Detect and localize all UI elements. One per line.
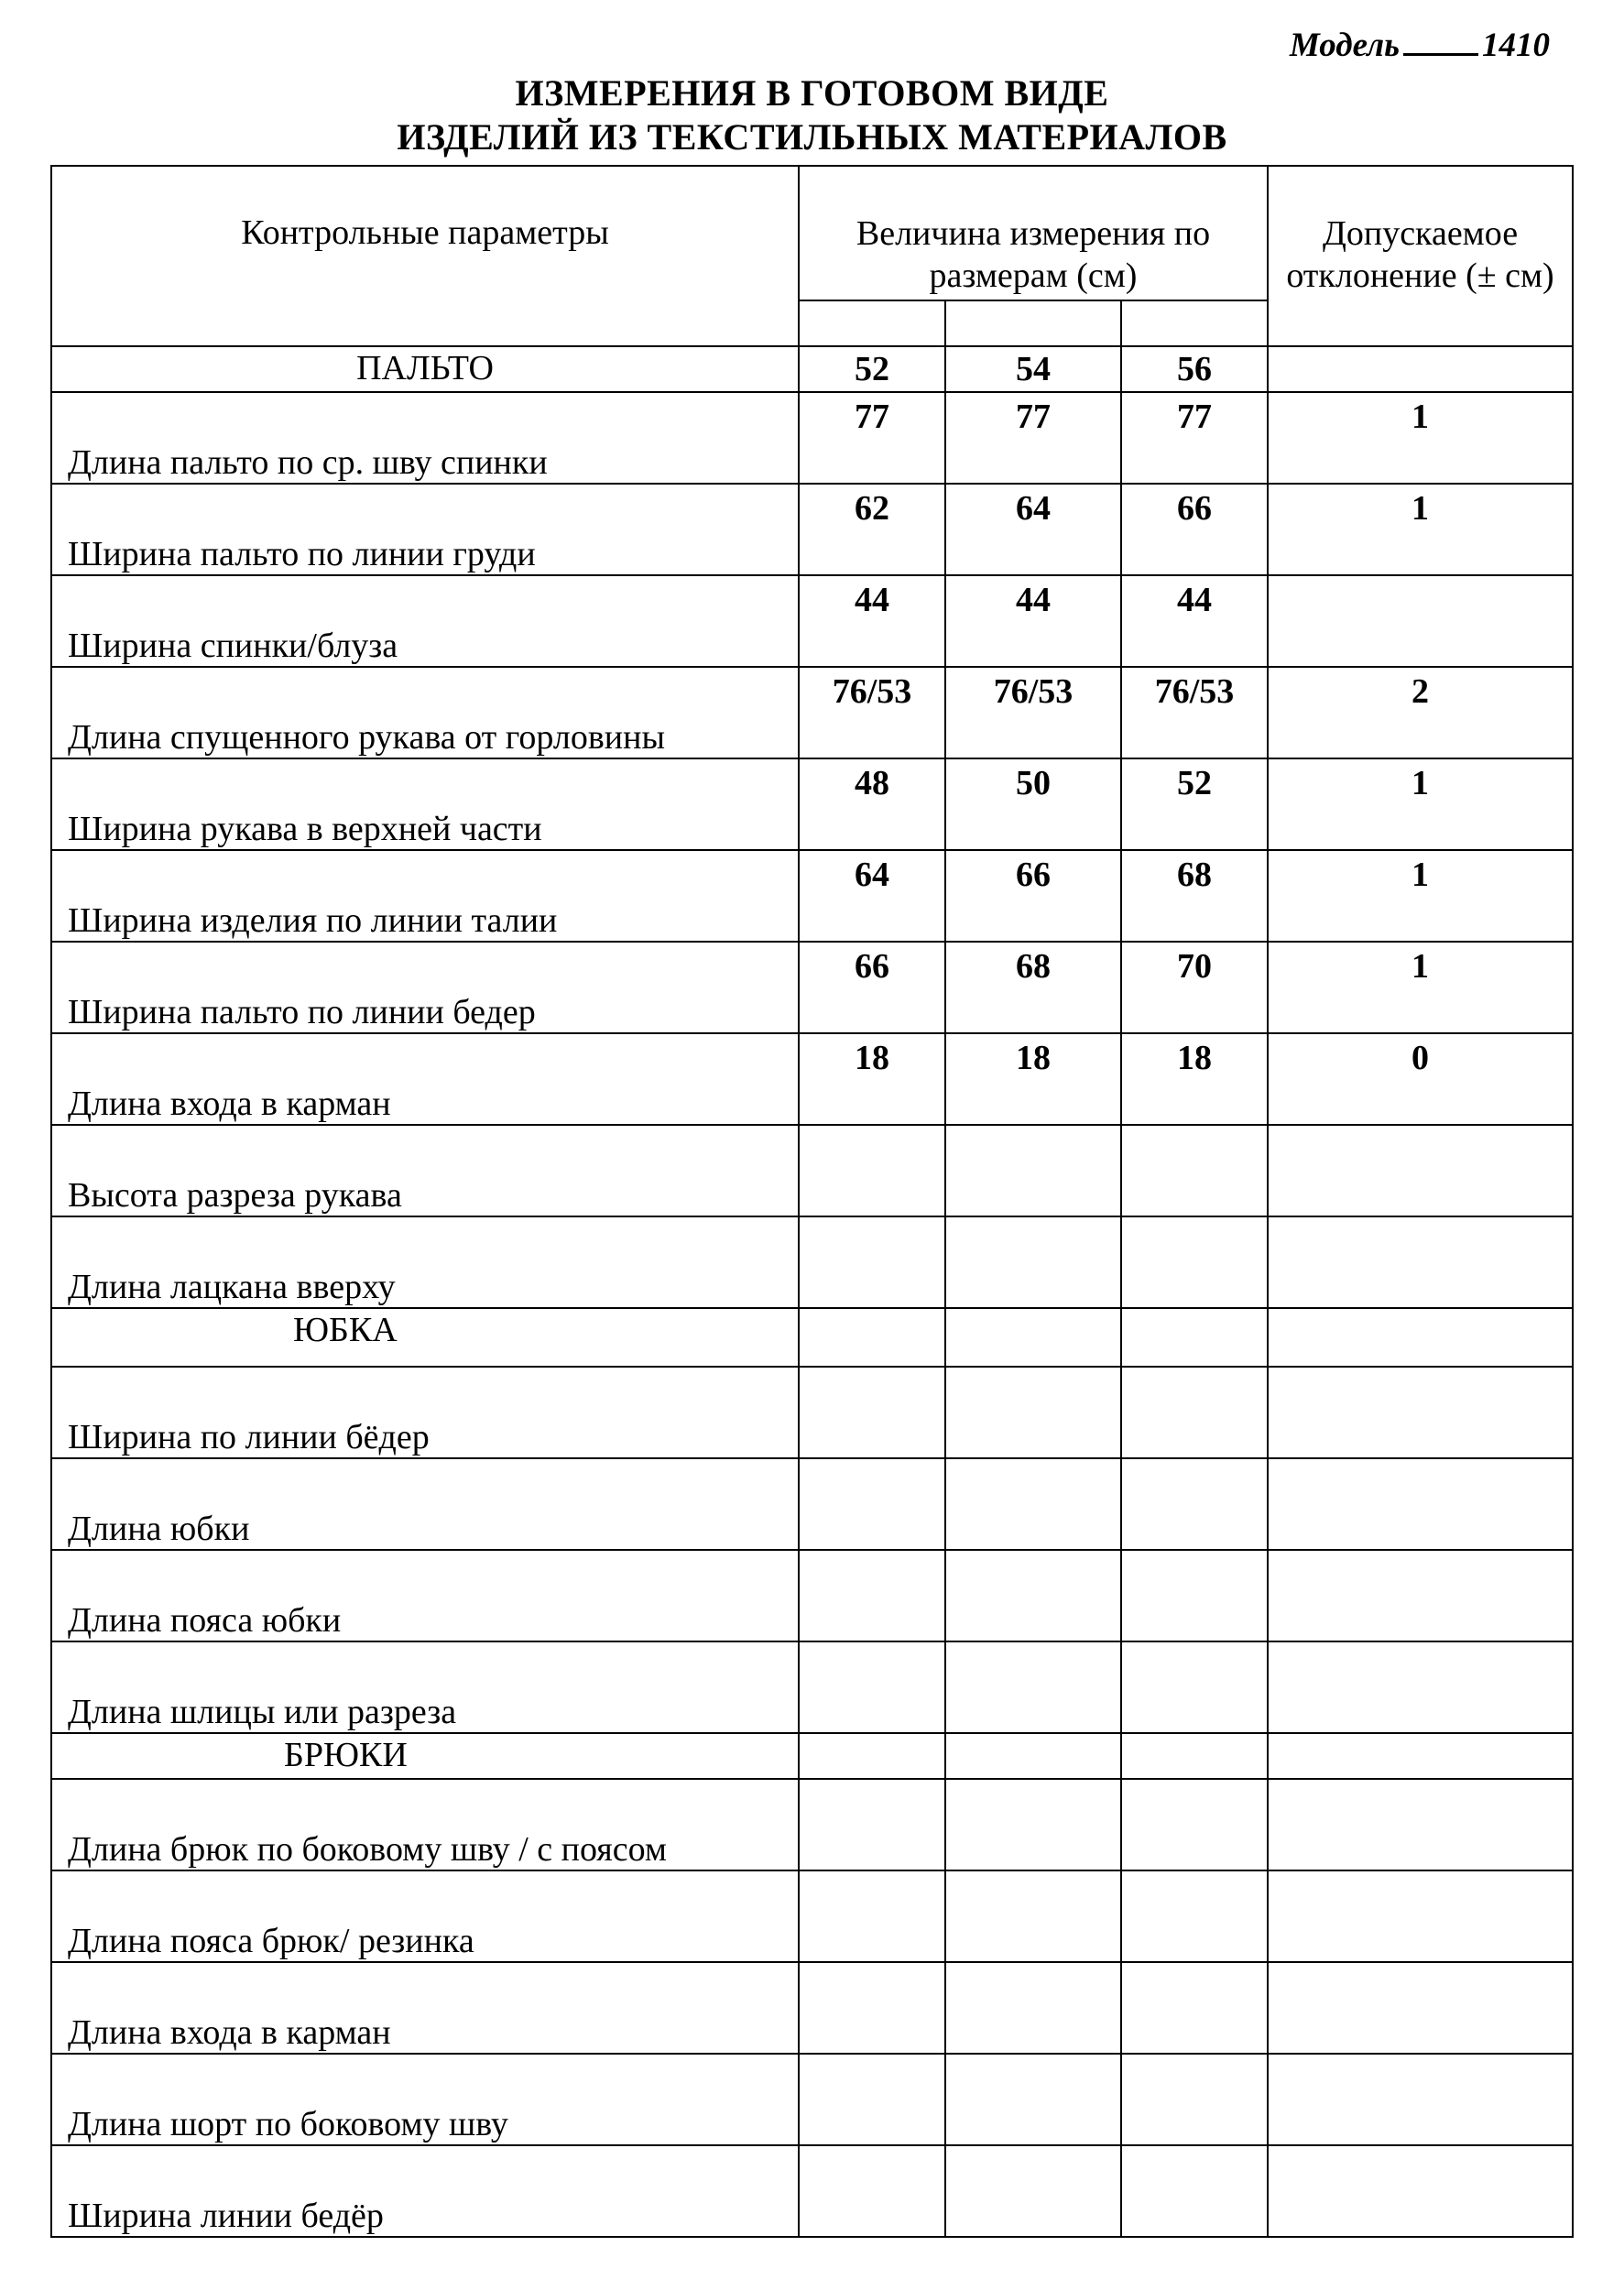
size-value-2 <box>945 1216 1121 1308</box>
tolerance-value: 1 <box>1268 850 1573 942</box>
table-row <box>51 1125 1573 1216</box>
size-value-3: 76/53 <box>1121 667 1268 758</box>
header-tolerance: Допускаемое отклонение (± см) <box>1268 166 1573 346</box>
parameter-label: Ширина изделия по линии талии <box>51 850 799 942</box>
tolerance-value <box>1268 2054 1573 2145</box>
table-row <box>51 1216 1573 1308</box>
size-value-1: 66 <box>799 942 945 1033</box>
table-row <box>51 667 1573 758</box>
parameter-label: Длина спущенного рукава от горловины <box>51 667 799 758</box>
table-row <box>51 1458 1573 1550</box>
parameter-label: Длина пояса юбки <box>51 1550 799 1641</box>
size-value-3: 70 <box>1121 942 1268 1033</box>
size-value-2 <box>945 1779 1121 1870</box>
size-value-1: 62 <box>799 484 945 575</box>
table-row <box>51 2054 1573 2145</box>
tolerance-value <box>1268 1962 1573 2054</box>
table-row <box>51 484 1573 575</box>
tolerance-value <box>1268 1216 1573 1308</box>
document-title-line1: ИЗМЕРЕНИЯ В ГОТОВОМ ВИДЕ <box>515 72 1109 114</box>
size-value-3 <box>1121 1216 1268 1308</box>
header-size-blank-3 <box>1121 300 1268 346</box>
section-skirt: ЮБКА <box>51 1308 799 1367</box>
measurement-table <box>50 165 1574 2238</box>
header-size-values: Величина измерения по размерам (см) <box>799 166 1268 300</box>
size-value-3: 18 <box>1121 1033 1268 1125</box>
table-row <box>51 2145 1573 2237</box>
table-row <box>51 575 1573 667</box>
header-size-blank-1 <box>799 300 945 346</box>
empty-cell <box>1121 1733 1268 1779</box>
size-value-3 <box>1121 1458 1268 1550</box>
size-value-2: 66 <box>945 850 1121 942</box>
empty-cell <box>945 1733 1121 1779</box>
size-value-1 <box>799 1641 945 1733</box>
header-control-parameters: Контрольные параметры <box>51 166 799 346</box>
size-value-3 <box>1121 1641 1268 1733</box>
tolerance-value <box>1268 1779 1573 1870</box>
size-value-2: 64 <box>945 484 1121 575</box>
size-value-3 <box>1121 1779 1268 1870</box>
parameter-label: Длина входа в карман <box>51 1962 799 2054</box>
size-value-1 <box>799 1216 945 1308</box>
size-value-2: 44 <box>945 575 1121 667</box>
size-52: 52 <box>799 346 945 392</box>
tolerance-value <box>1268 1458 1573 1550</box>
size-value-1: 48 <box>799 758 945 850</box>
tolerance-value <box>1268 2145 1573 2237</box>
size-value-1: 64 <box>799 850 945 942</box>
tolerance-value: 2 <box>1268 667 1573 758</box>
tolerance-value: 1 <box>1268 392 1573 484</box>
table-row <box>51 1550 1573 1641</box>
empty-cell <box>799 1308 945 1367</box>
model-label: Модель <box>1289 27 1400 64</box>
parameter-label: Длина брюк по боковому шву / с поясом <box>51 1779 799 1870</box>
size-value-1 <box>799 1550 945 1641</box>
parameter-label: Ширина пальто по линии бедер <box>51 942 799 1033</box>
tolerance-value <box>1268 1550 1573 1641</box>
size-value-2 <box>945 2054 1121 2145</box>
table-row <box>51 942 1573 1033</box>
size-value-3: 44 <box>1121 575 1268 667</box>
parameter-label: Высота разреза рукава <box>51 1125 799 1216</box>
empty-cell <box>945 1308 1121 1367</box>
model-underline <box>1403 26 1478 56</box>
tolerance-value <box>1268 1125 1573 1216</box>
size-value-3 <box>1121 1125 1268 1216</box>
size-value-2 <box>945 1962 1121 2054</box>
size-value-1 <box>799 1779 945 1870</box>
section-row <box>51 1308 1573 1367</box>
document-title-line2: ИЗДЕЛИЙ ИЗ ТЕКСТИЛЬНЫХ МАТЕРИАЛОВ <box>397 116 1227 158</box>
tolerance-value <box>1268 575 1573 667</box>
tolerance-value <box>1268 1367 1573 1458</box>
model-number <box>1290 26 1550 65</box>
table-row <box>51 1870 1573 1962</box>
size-value-2 <box>945 1458 1121 1550</box>
size-value-3 <box>1121 2054 1268 2145</box>
size-value-1 <box>799 2145 945 2237</box>
table-row <box>51 1033 1573 1125</box>
header-size-blank-2 <box>945 300 1121 346</box>
size-value-3: 68 <box>1121 850 1268 942</box>
size-value-1 <box>799 1125 945 1216</box>
empty-cell <box>1121 1308 1268 1367</box>
section-row <box>51 1733 1573 1779</box>
size-value-3 <box>1121 1550 1268 1641</box>
size-value-2 <box>945 1367 1121 1458</box>
size-value-3: 52 <box>1121 758 1268 850</box>
table-row <box>51 1641 1573 1733</box>
table-row <box>51 1962 1573 2054</box>
section-coat: ПАЛЬТО <box>51 346 799 392</box>
parameter-label: Ширина по линии бёдер <box>51 1367 799 1458</box>
parameter-label: Ширина спинки/блуза <box>51 575 799 667</box>
parameter-label: Ширина линии бедёр <box>51 2145 799 2237</box>
empty-cell <box>1268 1308 1573 1367</box>
table-row <box>51 392 1573 484</box>
size-value-1: 76/53 <box>799 667 945 758</box>
table-row <box>51 850 1573 942</box>
parameter-label: Длина шлицы или разреза <box>51 1641 799 1733</box>
parameter-label: Длина лацкана вверху <box>51 1216 799 1308</box>
size-value-3 <box>1121 1870 1268 1962</box>
size-value-2: 68 <box>945 942 1121 1033</box>
size-tolerance-blank <box>1268 346 1573 392</box>
table-row <box>51 1367 1573 1458</box>
size-value-1: 18 <box>799 1033 945 1125</box>
size-value-2: 50 <box>945 758 1121 850</box>
size-value-2: 18 <box>945 1033 1121 1125</box>
parameter-label: Длина входа в карман <box>51 1033 799 1125</box>
model-value: 1410 <box>1482 27 1550 64</box>
size-value-2: 76/53 <box>945 667 1121 758</box>
size-value-3 <box>1121 1962 1268 2054</box>
section-trousers: БРЮКИ <box>51 1733 799 1779</box>
tolerance-value: 0 <box>1268 1033 1573 1125</box>
tolerance-value: 1 <box>1268 758 1573 850</box>
size-value-3 <box>1121 1367 1268 1458</box>
parameter-label: Ширина пальто по линии груди <box>51 484 799 575</box>
size-value-3 <box>1121 2145 1268 2237</box>
parameter-label: Ширина рукава в верхней части <box>51 758 799 850</box>
size-value-1 <box>799 1870 945 1962</box>
size-value-2 <box>945 2145 1121 2237</box>
size-value-3: 77 <box>1121 392 1268 484</box>
size-value-1 <box>799 1962 945 2054</box>
parameter-label: Длина пальто по ср. шву спинки <box>51 392 799 484</box>
parameter-label: Длина пояса брюк/ резинка <box>51 1870 799 1962</box>
size-value-2 <box>945 1125 1121 1216</box>
size-value-2 <box>945 1870 1121 1962</box>
size-54: 54 <box>945 346 1121 392</box>
tolerance-value <box>1268 1641 1573 1733</box>
tolerance-value <box>1268 1870 1573 1962</box>
empty-cell <box>799 1733 945 1779</box>
size-value-2 <box>945 1641 1121 1733</box>
size-value-1 <box>799 1458 945 1550</box>
size-value-1: 77 <box>799 392 945 484</box>
parameter-label: Длина шорт по боковому шву <box>51 2054 799 2145</box>
tolerance-value: 1 <box>1268 942 1573 1033</box>
table-row <box>51 1779 1573 1870</box>
size-value-1: 44 <box>799 575 945 667</box>
size-value-3: 66 <box>1121 484 1268 575</box>
size-value-1 <box>799 2054 945 2145</box>
table-row <box>51 758 1573 850</box>
parameter-label: Длина юбки <box>51 1458 799 1550</box>
empty-cell <box>1268 1733 1573 1779</box>
size-value-2 <box>945 1550 1121 1641</box>
size-value-2: 77 <box>945 392 1121 484</box>
tolerance-value: 1 <box>1268 484 1573 575</box>
size-56: 56 <box>1121 346 1268 392</box>
size-value-1 <box>799 1367 945 1458</box>
